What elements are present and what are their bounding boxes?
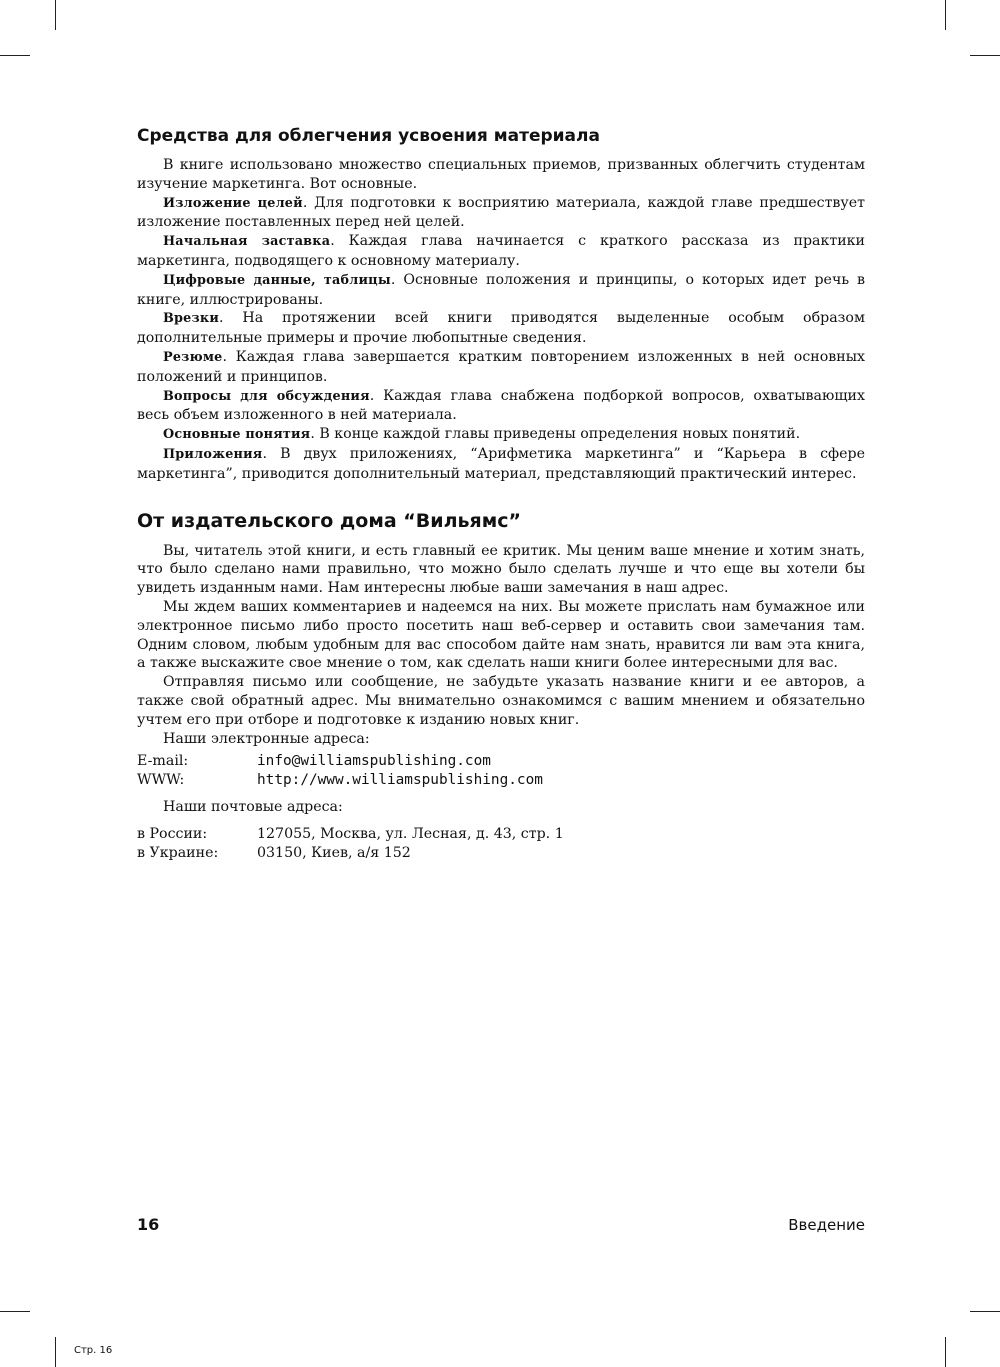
page-number: 16 [137,1215,160,1234]
feature-item [137,387,865,426]
website-link[interactable]: http://www.williamspublishing.com [257,772,543,789]
feature-text: . Каждая глава начинается с краткого рассказа из практики маркетинга, подводящего к основному материалу. [137,233,866,269]
www-row [137,771,865,790]
email-heading: Наши электронные адреса: [163,730,370,747]
feature-term: Резюме [163,349,223,365]
feature-item [137,232,865,271]
feature-term: Цифровые данные, таблицы [163,272,391,288]
body-paragraph: Вы, читатель этой книги, и есть главный ее критик. Мы ценим ваше мнение и хотим знать, что было сделано нами правильно, что можно было сделать лучше и что еще вы хотели бы увидеть изданным нами. Нам интересны любые ваши замечания в наш адрес. [137,542,865,597]
crop-mark [970,55,1000,56]
crop-mark [55,1337,56,1367]
page-stamp: Стр. 16 [74,1345,113,1356]
feature-item [137,271,865,310]
feature-item [137,445,865,484]
crop-mark [945,1337,946,1367]
crop-mark [970,1311,1000,1312]
body-paragraph: Отправляя письмо или сообщение, не забудьте указать название книги и ее авторов, а также свой обратный адрес. Мы внимательно ознакомимся с вашим мнением и обязательно учтем его при отборе и подготовке к изданию новых книг. [137,674,865,728]
feature-text: . Для подготовки к восприятию материала, каждой главе предшествует изложение поставленных перед ней целей. [137,194,865,231]
www-label: WWW: [137,772,185,789]
feature-text: . Каждая глава снабжена подборкой вопросов, охватывающих весь объем изложенного в ней материала. [137,387,865,424]
page-content [137,124,865,862]
ukraine-label: в Украине: [137,844,219,861]
email-row [137,752,865,771]
feature-text: . В двух приложениях, “Арифметика маркетинга” и “Карьера в сфере маркетинга”, приводится дополнительный материал, представляющий практический интерес. [137,445,865,482]
feature-term: Начальная заставка [163,234,331,250]
running-head: Введение [788,1216,865,1234]
feature-text: . В конце каждой главы приведены определения новых понятий. [310,426,801,443]
feature-term: Врезки [163,311,220,327]
page-footer [137,1214,865,1238]
crop-mark [0,55,30,56]
feature-term: Основные понятия [163,427,311,443]
feature-item [137,309,865,348]
feature-item [137,194,865,233]
crop-mark [945,0,946,30]
feature-term: Приложения [163,446,263,462]
crop-mark [55,0,56,30]
postal-heading: Наши почтовые адреса: [163,798,343,815]
section-heading: От издательского дома “Вильямс” [137,509,521,532]
feature-text: . Каждая глава завершается кратким повторением изложенных в ней основных положений и принципов. [137,348,865,385]
feature-item [137,425,865,445]
ukraine-address: 03150, Киев, а/я 152 [257,844,411,861]
section-heading: Средства для облегчения усвоения материала [137,126,600,146]
body-paragraph: Мы ждем ваших комментариев и надеемся на них. Вы можете прислать нам бумажное или электронное письмо либо просто посетить наш веб-сервер и оставить свои замечания там. Одним словом, любым удобным для вас способом дайте нам знать, нравится ли вам эта книга, а также выскажите свое мнение о том, как сделать наши книги более интересными для вас. [137,598,865,672]
feature-text: . На протяжении всей книги приводятся выделенные особым образом дополнительные примеры и прочие любопытные сведения. [137,310,865,347]
feature-term: Изложение целей [163,195,303,211]
ukraine-address-row [137,844,865,863]
russia-address: 127055, Москва, ул. Лесная, д. 43, стр. 1 [257,825,564,842]
russia-label: в России: [137,825,208,842]
email-link[interactable]: info@williamspublishing.com [257,753,491,770]
crop-mark [0,1311,30,1312]
intro-paragraph: В книге использовано множество специальных приемов, призванных облегчить студентам изучение маркетинга. Вот основные. [137,157,865,192]
russia-address-row [137,825,865,844]
email-label: E-mail: [137,753,189,770]
feature-item [137,348,865,387]
feature-text: . Основные положения и принципы, о которых идет речь в книге, иллюстрированы. [137,271,865,308]
feature-term: Вопросы для обсуждения [163,388,370,404]
